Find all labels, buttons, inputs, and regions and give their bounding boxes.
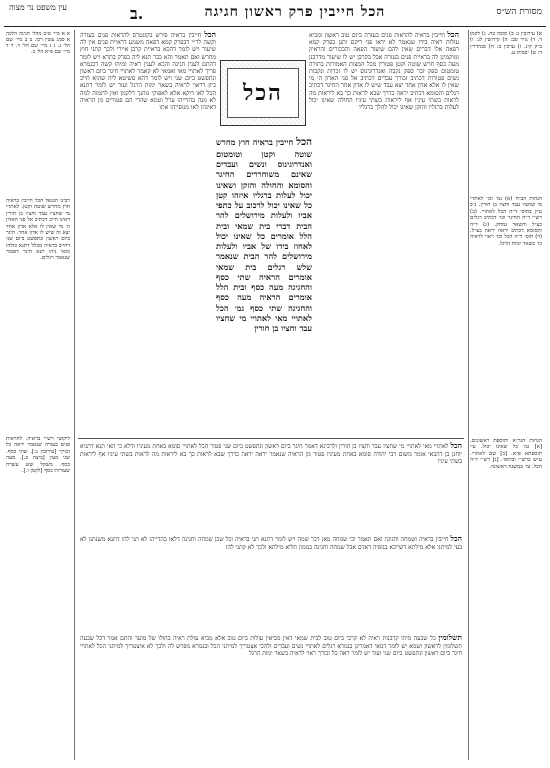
tosafot-head-word: הכל xyxy=(204,30,216,39)
gemara-head-word: הכל xyxy=(296,136,312,148)
page-title: הכל חייבין פרק ראשון חגיגה xyxy=(204,4,386,20)
column-divider-right xyxy=(468,30,469,760)
margin-hagahot-hagra: הגהות הגר״א ותוספת ראשונים. [א] גמ׳ כל שאינו יכול. עי׳ תוספתא פ״א. [ב] שם לאתויי. ע״ש ברש״י ובתוס׳. [ג] רש״י ד״ה הכל. עי׳ במשנה ראשונה. xyxy=(470,438,542,470)
bottom-commentary-2: הכל חייבין בראיה ושמחה וחגיגה ואם תאמר וכי שמחה מאן דכר שמה ויש לומר דתנא תני בראיה וכל שכן שמחה וחגיגה דלאו בהדייהו לא תני להו דתנא משנתנו לא בעי למיתני אלא מילתא דשייכא בגופיה דאדם אבל שמחה וחגיגה בממון תליא מילתא ולכך לא קתני להו xyxy=(80,535,462,551)
tosafot-text: חייבין בראיה פירש בקונטרס להראות פנים בעזרה וקשה לר״י דבפרק קמא דפאה משמע דראיית פנים אין לה שיעור ויש לומר דהכא בראיית קרבן איירי ולכך קתני חוץ מחרש ואם תאמר והא כבר תנא ליה בפרק בתרא ויש לומר דהתם לענין חגיגה והכא לענין ראיה ומיהו קשה דבגמרא פריך לאתויי מאי ואמאי לא קאמר לאתויי חיגר ביום ראשון ונתפשט ביום שני ויש לומר דהא פשיטא ליה שהוא חייב כיון דראוי לראיה בשאר ימות הרגל ועוד יש לומר דתנא הכל לאו דוקא אלא לאפוקי מהנך דלקמן ואין לתמוה למה לא מנה בהדייהו ערל וטמא שהרי הם פטורים מן הראיה דאינהו לאו מגופייהו אתו xyxy=(80,32,216,111)
header-ein-mishpat-label: עין משפט נר מצוה xyxy=(9,3,67,12)
header-rule xyxy=(4,26,546,27)
gemara-text: חייבין בראיה חוץ מחרש שוטה וקטן וטומטום ואנדרוגינוס ונשים ועבדים שאינם משוחררים החיגר והסומא והחולה והזקן ושאינו יכול לעלות ברגליו איזהו קטן כל שאינו יכול לרכוב על כתפי אביו ולעלות מירושלים להר הבית דברי בית שמאי ובית הלל אומרים כל שאינו יכול לאחוז בידו של אביו ולעלות מירושלים להר הבית שנאמר שלש רגלים בית שמאי אומרים הראיה שתי כסף והחגיגה מעה כסף ובית הלל אומרים הראיה מעה כסף והחגיגה שתי כסף גמ׳ הכל לאתויי מאי לאתויי מי שחציו עבד וחציו בן חורין xyxy=(216,137,312,334)
margin-rabbeinu-chananel: רבינו חננאל הכל חייבין בראיה חוץ מחרש שוטה וקטן. לאתויי מי שחציו עבד וחציו בן חורין דאינו חייב דכתיב אל פני האדון ה׳ מי שאין לו אלא אדון אחד יצא זה שיש לו אדון אחר. חיגר ביום ראשון ונתפשט ביום שני דחייב בראיה מכלל דתנא כולהו ומאי ניהו תנא חיגר דפטור שנאמר רגלים. xyxy=(6,198,70,262)
bottom-commentary-3: תשלומין כל שבעה מיהו קרבנות ראיה לא קרבי ביום טוב לבית שמאי דאין מביאין עולות ביום טוב אלא מביא עולת ראיה בחולו של מועד והתם אמר דכל שבעה תשלומין לראשון ושמא יש לומר דמאי דאמרינן בגמרא רגלים לאתויי נשים ועבדים ולהכי אצטריך למיתני הכל ובגמרא מפרש לה ולכך לא איצטריך למיתני הכל לאתויי חיגר ביום ראשון ונתפשט ביום שני ועוד יש לומר ראה כל זכורך ראוי לראיה בשאר ימות הרגל xyxy=(80,634,462,657)
margin-ein-mishpat: א א מיי׳ פ״ב מהל׳ חגיגה הלכה א סמג עשין רכו. ב ב מיי׳ שם הל׳ ג. ג ג מיי׳ שם הל׳ ד. ד ד מיי׳ שם פ״א הל׳ ב. xyxy=(6,31,70,56)
daf-number: ב. xyxy=(130,4,144,23)
margin-masoret-hashas: א) עירובין ג: ב) סוכה כח. ג) לקמן ד. ד) נזיר סב: ה) קידושין לג: ו) ב״ק קיג. ז) ערכין ב: ח) סנהדרין ד: ט) יבמות ע. xyxy=(470,31,542,57)
rashi-commentary xyxy=(309,30,459,435)
title-word: הכל xyxy=(227,68,299,118)
bottom-commentary-1: הכל לאתויי מאי לאתויי מי שחציו עבד וחציו בן חורין ולרבינא דאמר חיגר ביום ראשון ונתפשט ביום שני פטור הכל לאתויי סומא באחת מעיניו ודלא כי האי תנא דתניא יוחנן בן דהבאי אומר משום רבי יהודה סומא באחת מעיניו פטור מן הראיה שנאמר יראה יראה כדרך שבא לראות כך בא ליראות מה לראות בשתי עיניו אף ליראות בשתי עיניו xyxy=(80,442,462,465)
margin-hagahot-habach: הגהות הב״ח (א) גמ׳ וכו׳ לאתויי מי שחציו עבד וחציו בן חורין. נ״ב עיין בתוס׳ ד״ה הכל לאתויי. (ב) רש״י ד״ה החיגר וכו׳ דכתיב רגלים כצ״ל והשאר נמחק. (ג) ד״ה והסומא דכתיב יראה יראה כצ״ל. (ד) תוס׳ ד״ה הכל וכו׳ ראוי לראיה כו׳ בשאר ימות הרגל. xyxy=(470,196,542,247)
rashi-text: חייבין בראיה להראות פנים בעזרה ביום טוב ראשון ומביא עולות ראיה בידו שנאמר לא יראו פני ריקם ותנן בפרק קמא דפאה אלו דברים שאין להם שיעור הפאה והבכורים והראיון ומוקמינן לה בראיית פנים בעזרה אבל בקרבן יש לו שיעור מדרבנן מעה כסף חרש שוטה וקטן פטורין מכל המצות האמורות בתורה טומטום ספק זכר ספק נקבה ואנדרוגינוס יש לו זכרות ונקבות נשים פטורות דכתיב זכורך עבדים דכתיב אל פני האדון ה׳ מי שאין לו אלא אדון אחד יצא עבד שיש לו אדון אחר החיגר דכתיב רגלים והסומא דכתיב יראה כדרך שבא לראות כך בא ליראות מה לראות בשתי עיניו אף ליראות בשתי עיניו החולה שאינו יכול לעלות ברגליו והזקן שאינו יכול להלך ברגליו xyxy=(309,32,459,111)
margin-likutei-rashi: ליקוטי רש״י בראיה. להראות פנים בעזרה שנאמר יראה כל זכורך [עירובין ג:]. שתי כסף. שני מעין [ביצה כ.]. מעה כסף. משקל שש עשרה שעורות כסף [לקמן ו.]. xyxy=(6,436,70,474)
gemara-text-block xyxy=(216,136,312,436)
header-masoret-label: מסורת הש״ס xyxy=(496,7,542,17)
ornamental-title-frame xyxy=(220,60,306,126)
bottom-section-rule xyxy=(78,438,464,439)
tosafot-commentary xyxy=(80,30,216,435)
column-divider-left xyxy=(74,30,75,760)
rashi-head-word: הכל xyxy=(447,30,459,39)
